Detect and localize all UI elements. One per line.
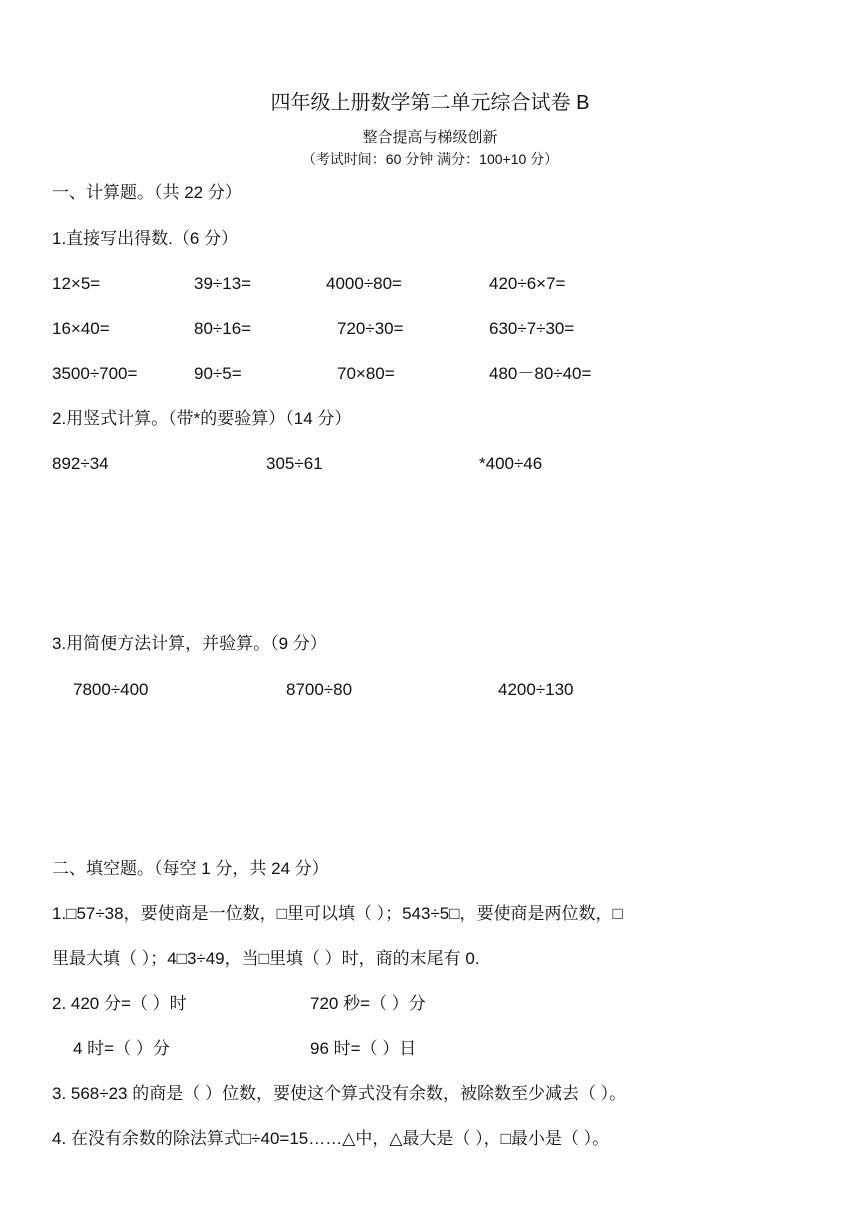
calc-item: 720÷30= bbox=[337, 319, 404, 338]
calc-item: 480－80÷40= bbox=[489, 364, 592, 383]
simplified-calc-item: 8700÷80 bbox=[286, 680, 353, 699]
calc-item: 39÷13= bbox=[194, 274, 252, 293]
calc-item: 90÷5= bbox=[194, 364, 242, 383]
fill-q4: 4. 在没有余数的除法算式□÷40=15……△中，△最大是（ ），□最小是（ ）。 bbox=[52, 1129, 610, 1148]
q3-label: 3.用简便方法计算，并验算。（9 分） bbox=[52, 634, 327, 653]
fill-q2-minutes-2: 4 时=（ ）分 bbox=[73, 1039, 170, 1058]
vertical-calc-item: *400÷46 bbox=[479, 454, 543, 473]
fill-q2-days: 96 时=（ ）日 bbox=[310, 1039, 417, 1058]
calc-item: 420÷6×7= bbox=[489, 274, 566, 293]
calc-item: 12×5= bbox=[52, 274, 101, 293]
exam-info: （考试时间：60 分钟 满分：100+10 分） bbox=[301, 151, 559, 167]
q2-label: 2.用竖式计算。（带*的要验算）（14 分） bbox=[52, 409, 352, 428]
calc-item: 70×80= bbox=[337, 364, 395, 383]
calc-item: 4000÷80= bbox=[326, 274, 402, 293]
fill-q1-line1: 1.□57÷38，要使商是一位数，□里可以填（ ）；543÷5□，要使商是两位数，□ bbox=[52, 904, 623, 923]
simplified-calc-item: 7800÷400 bbox=[73, 680, 149, 699]
calc-item: 80÷16= bbox=[194, 319, 252, 338]
simplified-calc-item: 4200÷130 bbox=[498, 680, 574, 699]
calc-item: 3500÷700= bbox=[52, 364, 138, 383]
exam-subtitle: 整合提高与梯级创新 bbox=[362, 129, 498, 146]
fill-q1-line2: 里最大填（ ）；4□3÷49，当□里填（ ）时，商的末尾有 0. bbox=[52, 949, 480, 968]
fill-q2-hours: 2. 420 分=（ ）时 bbox=[52, 994, 187, 1013]
fill-q2-minutes: 720 秒=（ ）分 bbox=[310, 994, 426, 1013]
calc-item: 630÷7÷30= bbox=[489, 319, 575, 338]
section1-heading: 一、计算题。（共 22 分） bbox=[52, 183, 242, 202]
calc-item: 16×40= bbox=[52, 319, 110, 338]
vertical-calc-item: 892÷34 bbox=[52, 454, 109, 473]
exam-title: 四年级上册数学第二单元综合试卷 B bbox=[270, 92, 590, 114]
fill-q3: 3. 568÷23 的商是（ ）位数，要使这个算式没有余数，被除数至少减去（ ）。 bbox=[52, 1084, 627, 1103]
section2-heading: 二、填空题。（每空 1 分，共 24 分） bbox=[52, 859, 329, 878]
q1-label: 1.直接写出得数.（6 分） bbox=[52, 229, 239, 248]
vertical-calc-item: 305÷61 bbox=[266, 454, 323, 473]
